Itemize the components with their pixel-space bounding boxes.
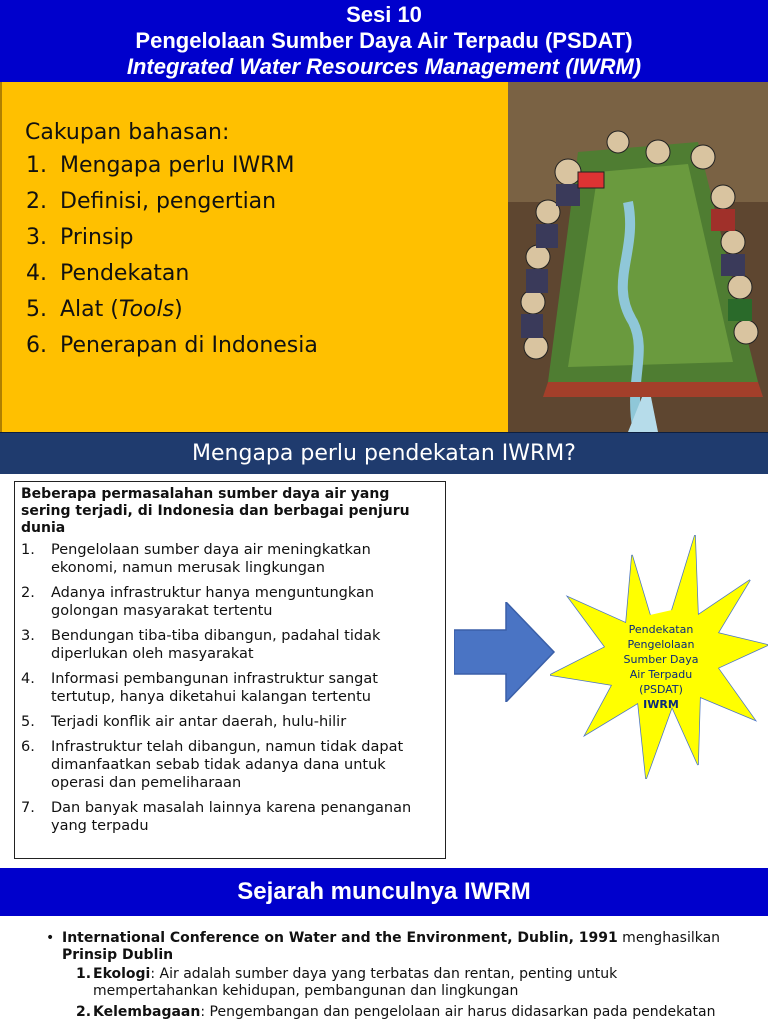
section-title-history: Sejarah munculnya IWRM	[0, 868, 768, 916]
problems-box	[14, 481, 446, 859]
problem-item: 6. Infrastruktur telah dibangun, namun tidak dapat dimanfaatkan sebab tidak adanya dana untuk operasi dan pemeliharaan	[21, 739, 404, 791]
scope-intro: Cakupan bahasan:	[25, 120, 230, 145]
scope-item: 6. Penerapan di Indonesia	[26, 333, 318, 358]
scope-item: 4. Pendekatan	[26, 261, 190, 286]
right-arrow-icon	[454, 602, 556, 702]
title-english: Integrated Water Resources Management (IWRM)	[126, 54, 642, 79]
scope-item: 5. Alat (Tools)	[26, 297, 183, 322]
problem-item: 5. Terjadi konflik air antar daerah, hulu-hilir	[21, 714, 347, 730]
meeting-table-illustration	[508, 82, 768, 432]
illustration-art	[508, 82, 768, 432]
scope-item: 2. Definisi, pengertian	[26, 189, 277, 214]
problems-list	[21, 541, 439, 835]
problem-item: 7. Dan banyak masalah lainnya karena penanganan yang terpadu	[21, 800, 412, 834]
problem-item: 2. Adanya infrastruktur hanya menguntungkan golongan masyarakat tertentu	[21, 585, 375, 619]
problem-item: 3. Bendungan tiba-tiba dibangun, padahal tidak diperlukan oleh masyarakat	[21, 628, 381, 662]
problems-intro: Beberapa permasalahan sumber daya air yang sering terjadi, di Indonesia dan berbagai penjuru dunia	[21, 486, 410, 536]
scope-list	[26, 152, 318, 368]
problem-item: 4. Informasi pembangunan infrastruktur sangat tertutup, hanya diketahui kalangan tertentu	[21, 671, 378, 705]
history-bullet: • International Conference on Water and the Environment, Dublin, 1991 menghasilkan Prinsip Dublin	[46, 930, 721, 963]
dublin-principle-item: 1. Ekologi: Air adalah sumber daya yang terbatas dan rentan, penting untuk mempertahankan kehidupan, pembangunan dan lingkungan	[76, 966, 618, 999]
history-section	[0, 926, 768, 1024]
section-title-why-iwrm: Mengapa perlu pendekatan IWRM?	[0, 432, 768, 474]
problem-item: 1. Pengelolaan sumber daya air meningkatkan ekonomi, namun merusak lingkungan	[21, 542, 371, 576]
session-label: Sesi 10	[346, 2, 422, 27]
scope-item: 3. Prinsip	[26, 225, 134, 250]
slide-header	[0, 0, 768, 82]
bullet-icon: •	[46, 930, 55, 946]
starburst-text: Pendekatan Pengelolaan Sumber Daya Air Terpadu (PSDAT) IWRM	[623, 623, 699, 711]
title-indonesian: Pengelolaan Sumber Daya Air Terpadu (PSDAT)	[135, 28, 633, 53]
scope-box	[0, 82, 508, 432]
scope-item: 1. Mengapa perlu IWRM	[26, 153, 295, 178]
dublin-principle-item: 2. Kelembagaan: Pengembangan dan pengelolaan air harus didasarkan pada pendekatan	[76, 1004, 716, 1020]
